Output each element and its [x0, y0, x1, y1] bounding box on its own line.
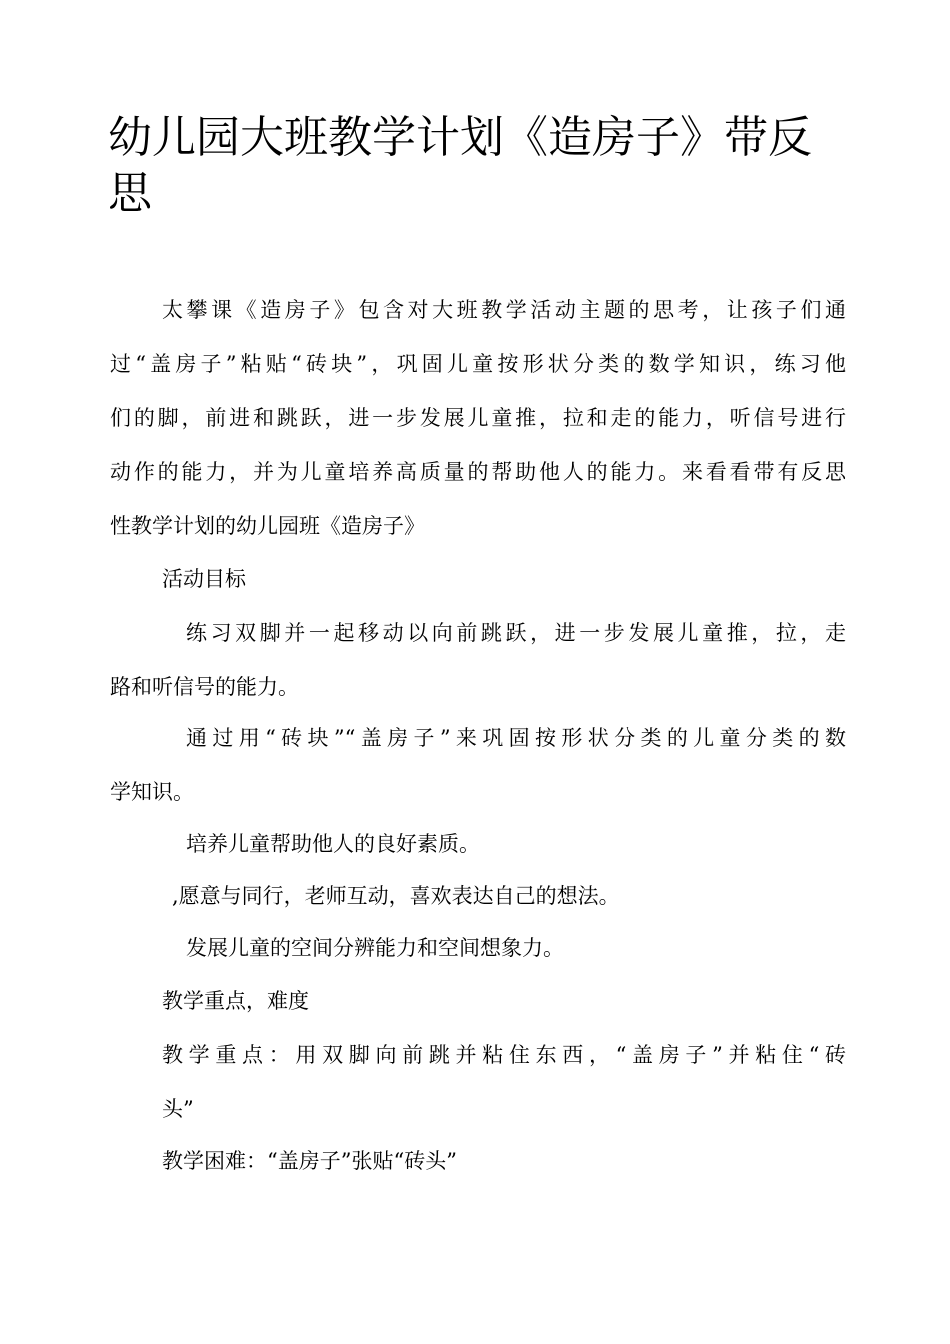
focus-line-1: 教学重点：用双脚向前跳并粘住东西，“盖房子”并粘住“砖: [162, 1043, 846, 1067]
goals-heading: 活动目标: [162, 567, 246, 591]
goal-4: ,愿意与同行，老师互动，喜欢表达自己的想法。: [172, 884, 620, 908]
focus-line-2: 头”: [162, 1097, 194, 1121]
intro-line-2: 过“盖房子”粘贴“砖块”，巩固儿童按形状分类的数学知识，练习他: [110, 352, 846, 376]
difficulty-line: 教学困难：“盖房子”张贴“砖头”: [162, 1149, 457, 1173]
goal-3: 培养儿童帮助他人的良好素质。: [186, 832, 480, 856]
intro-line-3: 们的脚，前进和跳跃，进一步发展儿童推，拉和走的能力，听信号进行: [110, 406, 846, 430]
intro-line-1: 太攀课《造房子》包含对大班教学活动主题的思考，让孩子们通: [162, 298, 846, 322]
goal-1-line-1: 练习双脚并一起移动以向前跳跃，进一步发展儿童推，拉，走: [186, 621, 846, 645]
goal-2-line-1: 通过用“砖块”“盖房子”来巩固按形状分类的儿童分类的数: [186, 726, 846, 750]
intro-line-5: 性教学计划的幼儿园班《造房子》: [110, 514, 425, 538]
goal-5: 发展儿童的空间分辨能力和空间想象力。: [186, 936, 564, 960]
document-title: 幼儿园大班教学计划《造房子》带反思: [108, 112, 812, 219]
intro-line-4: 动作的能力，并为儿童培养高质量的帮助他人的能力。来看看带有反思: [110, 460, 846, 484]
focus-heading: 教学重点，难度: [162, 989, 309, 1013]
goal-1-line-2: 路和听信号的能力。: [110, 675, 299, 699]
goal-2-line-2: 学知识。: [110, 780, 194, 804]
